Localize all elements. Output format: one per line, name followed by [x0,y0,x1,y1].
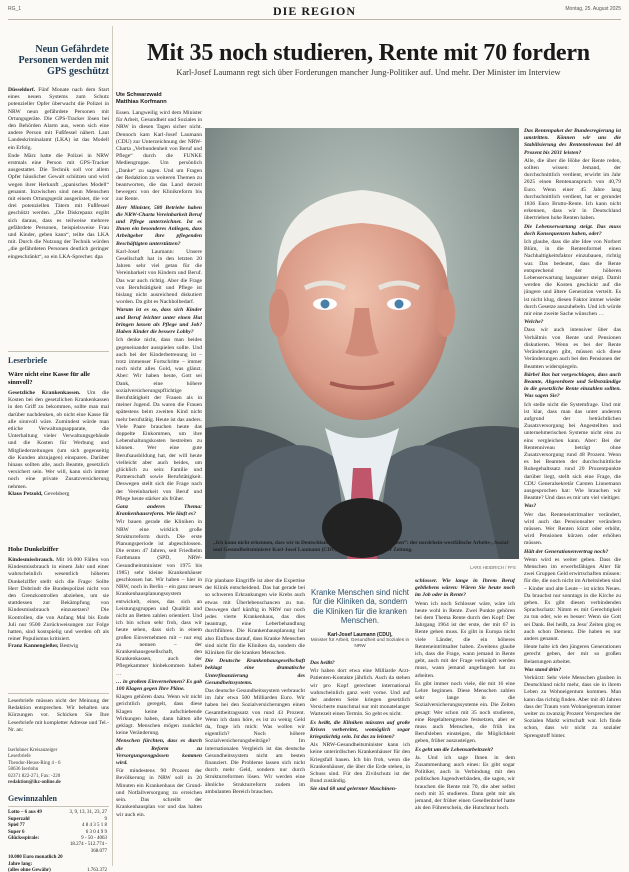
portrait-illustration [205,128,519,559]
interview-question: Die Lebenserwartung steigt. Das muss doch Konsequenzen haben, oder? [524,223,621,237]
article-paragraph: Ende März hatte die Polizei in NRW erstmals eine Person mit GPS-Tracker ausgestattet. Die Technik soll vor allem Opfer häuslicher Gewalt schützen und wird wegen ihrer Herkunft „spanisches Modell“ genannt. Inzwischen sind neun Menschen mit einem Ortungsgerät ausgerüstet, die vor drei potenziellen Tätern mit Fußfessel geschützt werden. „Die Diskrepanz ergibt sich daraus, dass es teilweise mehrere gefährdete Personen, beispielsweise Frau und Kinder, geben kann“, teilte das LKA mit. Durch die Nutzung der Technik würden „die gefährdeten Personen deutlich geringer eingeschränkt“, so ein LKA-Sprecher. dpa [8,152,109,260]
column-separator [112,26,113,866]
lotto-row [8,855,109,868]
section-label-gewinnzahlen: Gewinnzahlen [8,794,57,804]
lotto-label: 10.000 Euro monatlich 20 Jahre lang: [8,855,63,867]
left-headline: Neun Gefährdete Personen werden mit GPS geschützt [18,44,109,77]
interview-question: Was? [524,503,537,510]
author: Ute Schwarzwald [116,92,162,98]
interview-column-2 [205,578,305,866]
pull-quote-text: Kranke Menschen sind nicht für die Kliniken da, sondern die Kliniken für die kranken Menschen. [311,588,409,626]
interview-answer: Alle, die über die Höhe der Rente reden, sollten wissen: Jemand, der durchschnittlich verdient, erwirbt im Jahr 2025 einen Rentenanspruch von 40,79 Euro. Wenn einer 45 Jahre lang durchschnittlich verdient, hat er gerundet 1836 Euro Brutto-Rente. Ich kann nicht erkennen, dass wir in Deutschland übertrieben hohe Renten haben. [524,157,621,222]
interview-answer: Wenn wird es weiter geben. Dass die Menschen im erwerbsfähigen Alter für zwei Gruppen Geld erwirtschaften müssen: für die, die noch nicht im Arbeitsleben sind – Kinder und alte Leute – ist nichts Neues. Da brauchst nur sonntags in die Kirche zu gehen. Es gibt diesen verbindenden Sprachschatz: Nimm es mit Gerechtigkeit zu tun oder, wie es besser: Wenn sie Gott sei Dank. Bei heißt, zu Jesu' Zeiten ging es auch schon Demenz. Die haben es nur anders genannt. [524,556,621,643]
interview-answer: Ich denke nicht, dass man beides gegeneinander ausspielen sollte. Und auch bei der Kinderbetreuung ist – trotz immenser Fortschritte – immer noch nicht alles Gold, was glänzt. Aber: Wir haben heute, Gott sei Dank, eine höhere sozialversicherungspflichtige Berufstätigkeit der Frauen als in meiner Jugend. Da waren die Frauen spätestens beim zweiten Kind nicht mehr berufstätig. Heute ist das anders. Viele Paare brauchen heute das doppelte Einkommen, um ihre Lebenshaltungskosten bestreiten zu können. Wer eine gute Berufsausbildung hat, der will heute vielleicht aber auch beides, um glücklich zu sein: Familie und Partnerschaft sowie Berufstätigkeit. Deswegen stellt sich die Frage nach der Vereinbarkeit von Beruf und Pflege heute stärker als früher. [116,337,202,502]
divider [8,693,109,694]
letter-topic: Kindesmissbrauch. [8,557,54,563]
interview-question: Das Rentenpaket der Bundesregierung ist umstritten. Können wir uns die Stabilisierung des Rentenniveaus bei 48 Prozent bis 2031 leisten? [524,128,621,156]
pull-quote [310,588,410,650]
interview-question: schlosser. Wie lange in Ihrem Beruf gebliebens wären: Wären Sie heute noch im Job oder in Rente? [415,578,515,599]
left-column [8,26,109,872]
interview-answer: Als NRW-Gesundheitsminister kann ich keine unterirdischen Krankenhäuser für den Kriegsfall bauen. Ich bin froh, wenn die Krankenhäuser, die über die Erde stehen, in Schuss sind. Für den Zivilschutz ist der Bund zuständig. [310,742,410,785]
author: Matthias Korfmann [116,99,167,105]
interview-answer: Verkürzt: Sehr viele Menschen glauben in Deutschland nicht mehr, dass sie in ihrem Leben zu Wohneigentum kommen. Man kann das richtig finden. Aber mit 40 Jahren dass der Traum vom Wohneigentum immer weiter zu zwanzig Prozent Versprechen der Sozialen Markt wirtschaft war. Ich finde schon, dass wir nicht zu sozialer Sprengstoff hinter. [524,675,621,739]
lotto-label: Glücksspirale: [8,836,40,842]
letter-body [8,390,109,540]
issue-date: Montag, 25. August 2025 [565,6,621,12]
lotto-value: 1.763.372 [87,868,107,872]
lotto-value: 18.274 - 512.774 - 368.077 [69,842,107,854]
lotto-label: Super 6 [8,829,25,835]
interview-question: Menschen fürchten, dass es durch die Reform zu Versorgungsengpässen kommen wird. [116,738,202,767]
lotto-label: Spiel 77 [8,823,25,829]
section-label-leserbriefe: Leserbriefe [8,356,48,365]
interview-answer: Wer das Renteneintrittsalter verändert, wird auch das Pensionsalter verändern müssen. Wer Renten kürzt oder erhöht, wird Pensionen kürzen oder erhöhen müssen. [524,511,621,547]
interview-question: Ganz anderes Thema: Krankenhausreform. Wie läuft es? [116,503,202,518]
interview-answer: Für planbare Eingriffe ist aber die Expertise der Klinik entscheidend. Das hat gerade bei so schweren Erkrankungen wie Krebs auch etwas mit Überlebenschancen zu tun. Deswegen darf künftig in NRW nur noch jedes vierte Krankenhaus, das dies beantragt, eine Leberbehandlung durchführen. Die Krankenhausplanung hat also Einfluss darauf, dass Kranke Menschen sind nicht für die Kliniken da, sondern die Kliniken für die kranken Menschen. [205,578,305,657]
interview-question: … in großem Einvernehmen? Es gab 100 Klagen gegen Ihre Pläne. [116,678,202,693]
interview-question: Die Deutsche Krankenhausgesellschaft beklagt eine dramatische Unterfinanzierung des Gesundheitssystems. [205,658,305,686]
lotto-label: Lotto – 6 aus 49 [8,810,42,816]
letter-headline: Hohe Dunkelziffer [8,546,59,553]
address-line: Theodor-Heuss-Ring 4 - 6 [8,760,61,766]
divider [8,351,109,352]
lotto-label [8,842,68,855]
interview-answer: Essen. Langweilig wird dem Minister für Arbeit, Gesundheit und Soziales in NRW in diesen Tagen sicher nicht. Dennoch kam Karl-Josef Laumann (CDU) zur Unterzeichnung der NRW-Charta „Verbundenheit von Beruf und Pflege“ durch die FUNKE Mediengruppe. Um persönlich „Danke“ zu sagen. Und um Fragen der Redaktion zu weiteren Themen zu beantworten, die das Land derzeit bewegen: von der Klinikreform bis zur Rente. [116,110,202,203]
lotto-value: 4 8 4 3 5 1 8 [82,823,107,829]
interview-question: Hält der Generationenvertrag noch? [524,548,609,555]
lotto-table [8,810,109,872]
letter-body [8,557,109,687]
left-article [8,87,109,345]
section-title: DIE REGION [272,4,356,18]
letter-author: Klaus Petzold, [8,490,43,497]
page-topbar [8,4,621,20]
interview-question: Es geht um die Lebensarbeitszeit? [415,746,494,753]
photo-caption [213,540,511,554]
pull-quote-author: Karl-Josef Laumann (CDU), [327,631,393,638]
interview-answer: Dass wir auch intensiver über das Verhältnis von Rente und Pensionen diskutieren. Wenn es bei der Rente Veränderungen gibt, müssen sich diese Veränderungen auch bei den Pensionen der Beamten widerspiegeln. [524,327,621,370]
portrait-photo [205,128,519,559]
letter-headline: Wäre nicht eine Kasse für alle sinnvoll? [8,371,90,386]
page-id: RG_1 [8,6,22,12]
interview-column-1 [116,110,202,866]
letters-address [8,748,109,786]
address-line: redaktion@ikz-online.de [8,780,61,786]
interview-answer: Das deutsche Gesundheitssystem verbraucht im Jahr etwa 500 Milliarden Euro. Wir haben bei den Sozialversicherungen einen Gesamtbeitragssatz von rund 43 Prozent. Wenn ich dann höre, es ist zu wenig Geld da, frage ich mich: Was wollen wir eigentlich? Noch höhere Sozialversicherungsbeiträge? Im internationalen Vergleich ist das deutsche Gesundheitssystem nicht am besten finanziert. Die Probleme lassen sich nicht durch mehr Geld, sondern nur durch Strukturreformen lösen. Wir werden eine ähnliche Strukturreform zudem im ambulanten Bereich brauchen. [205,688,305,795]
interview-answer: Es gibt immer noch viele, die mit 16 eine Lehre beginnen. Diese Menschen zahlen sehr lange in die Sozialversicherungssysteme ein. Die Zeiten gesagt: Wer schon mit 35 noch studieren, eine Regelaltersgrenze festsetzen, aber er muss auch Menschen, die früh ins Berufsleben einsteigen, die Möglichkeit geben, früher auszusteigen. [415,680,515,745]
letters-note: Leserbriefe müssen nicht der Meinung der Redaktion entsprechen. Wir behalten uns Kürzungen vor. Schicken Sie Ihre Leserbriefe mit kompletter Adresse und Tel.-Nr. an: [8,698,109,733]
letter-place: Bestwig [58,643,79,650]
address-line: 02371 822-271, Fax: -220 [8,773,61,779]
lotto-value [68,855,109,868]
interview-question: Warum ist es so, dass sich Kinder und Beruf leichter unter einen Hut bringen lassen als Pflege und Job? Haben Kinder die bessere Lobby? [116,307,202,336]
letter-topic: Gesetzliche Krankenkassen. [8,390,81,396]
address-line: Iserlohner Kreisanzeiger [8,748,58,753]
lotto-value: 9 - 50 - 4063 [81,836,107,842]
lotto-label: (alles ohne Gewähr) [8,868,51,872]
lotto-value: 9 [104,816,107,822]
interview-answer: Karl-Josef Laumann: Unsere Gesellschaft hat in den letzten 20 Jahren sehr viel getan für die Vereinbarkeit von Kindern und Beruf. Das war auch richtig. Aber die Frage von Berufstätigkeit und Pflege ist bislang nicht ausreichend diskutiert worden. Da gibt es Nachholbedarf. [116,248,202,306]
interview-question: Was stand drin? [524,666,562,673]
lotto-value: 6 3 0 4 9 9 [85,829,107,835]
photo-credit: LARS HEIDRICH / FFS [470,565,516,570]
lotto-row [8,842,109,855]
interview-answer: Für mindestens 90 Prozent der Bevölkerung in NRW soll in 20 Minuten ein Krankenhaus der Grund- und Notfallversorgung zu erreichen sein. Das schreibt der Krankenhausplan vor und das halten wir auch ein. [116,768,202,818]
letter-place: Gevelsberg [42,490,70,497]
interview-answer: Ich glaube, dass die alte Idee von Norbert Blüm, in die Rentenformel einen Nachhaltigkeitsfaktor einzubauen, richtig war. Das bedeutet, dass die Rente entsprechend der höheren Lebenserwartung langsamer steigt. Damit werden die Kosten geschickt auf die jüngere und ältere Generation verteilt. Es ist nicht klug, diesen Faktor immer wieder durch Gesetze auszuhebeln. Und ich würde mir eine zweite Sache wünschen … [524,239,621,318]
interview-question: Das heißt? [310,660,335,666]
interview-answer: Ich stelle nicht die Systemfrage. Und mir ist klar, dass man das unter anderem aufgrund der beträchtlichen Zusatzversorgung bei Angestellten und unternehmerischen Systeme nicht eins zu eins vergleichen kann. Aber: Bei der Rentenniveau beträgt ohne Zusatzversorgung rund 48 Prozent. Wenn es bei Beamten der durchschnittliche Ruhegehaltssatz rund 20 Prozentpunkte darüber liegt, stellt sich eine Frage, die CDU Generalsekretär Carsten Linnemann ausgesprochen hat: Wie brauchen wir Beamte? Und dass es mir um viel vieltiger. [524,401,621,502]
caption-text: „Ich kann nicht erkennen, dass wir in Deutschland übertrieben hohe Renten haben“: der nordrhein-westfälische Arbeits-, Sozial- und Gesundheitsminister Karl-Josef Laumann (CDU) im Interview mit dieser Zeitung. [213,540,510,553]
lotto-label: Superzahl [8,816,30,822]
authors [116,92,167,106]
address-line: Leserbriefe [8,754,31,760]
dateline: Düsseldorf. [8,87,36,93]
interview-question: Bärbel Bas hat vorgeschlagen, dass auch Beamte, Abgeordnete und Selbstständige in die gesetzliche Rente einzahlen sollten. Was sagen Sie? [524,371,621,400]
interview-answer: Wir bauen gerade die Kliniken in NRW eine wirklich große Strukturreform durch. Die erste Planungsperiode ist abgeschlossen. Die ersten 47 Jahren, seit Friedhelm Farthmann (SPD, NRW-Gesundheitsminister von 1975 bis 1985) sehr kleine Krankenhäuser geschlossen hat. Wir haben – hier in NRW, noch in Berlin – ein ganz neues Krankenhausplanungssystem entwickelt, eines, das sich an Leistungsgruppen und Qualität und nicht an Betten zahlen orientiert. Und ich bin schon sehr froh, dass wir heute sehen, dass sich in einem großen Einvernehmen mit – nur eng zu nennen – der Krankenhausgesellschaft, den Krankenkassen, auch der Pflegekammer hinbekommen haben … [116,519,202,677]
divider [8,806,109,807]
article-paragraph: Düsseldorf. Fünf Monate nach dem Start eines neuen Systems zum Schutz potenzieller Opfer überwacht die Polizei in NRW neun gefährdete Personen mit Ortungsgeräte. Die GPS-Tracker lösen bei den Behörden Alarm aus, wenn sich eine andere Person mit Fußfessel nähert. Laut Landeskriminalamt (LKA) ist das Modell ein Erfolg. [8,87,109,151]
interview-question: Welche? [524,319,544,326]
interview-column-3 [310,660,410,866]
interview-answer: Ja. Und ich sage Ihnen in dem Zusammenhang auch eines: Es gibt sogar Politiker, auch in Verbindung mit den politischen Jugendverbänden, die sagen, wir brauchen die Rente mit 70, die aber selbst noch mit 35 studieren. Dann geht mir als jemand, der früher einen Gesellenbrief hatte als den Führerschein, die Hutschnur hoch. [415,754,515,812]
interview-answer: Wir haben dort etwa eine Milliarde Arzt-Patienten-Kontakte jährlich. Auch da stehen wir pro Kopf gerechnet international wahrscheinlich ganz weit vorne. Und auf der anderen Seite kriegen gesetzlich Versicherte manchmal nur mit monatelanger Wartezeit einen Termin. So geht es nicht. [310,668,410,718]
lotto-row [8,868,109,872]
address-line: 58636 Iserlohn [8,767,39,773]
lotto-value: 3, 9, 13, 31, 23, 27 [69,810,107,816]
interview-answer: Heute halte ich den jüngeren Generationen gerecht geben, der mit so großen Belastungen arbeitet. [524,644,621,665]
interview-question: Herr Minister, 580 Betriebe haben die NRW-Charta Vereinbarkeit Beruf und Pflege unterzeichnet. Ist es Ihnen ein besonderes Anliegen, dass Arbeitgeber ihre pflegenden Beschäftigten unterstützen? [116,204,202,247]
letter-author: Franz Kanneng​ießer, [8,643,59,650]
letter-text: Mit 16.000 Fällen von Kindesmissbrauch in einem Jahr und einer wahrscheinlich wesentlich höheren Dunkelziffer stellt sich die Frage: Sollte Herr Dobrindt die Bundespolizei nicht von den Grenzkontrollen abziehen, um sie stattdessen zur Bekämpfung von Kindesmissbrauch einzusetzen? Die Kontrollen, die von Anfang Mai bis Ende Juli nur 9500 Zurückweisungen zur Folge hatten, sind kostspielig und werden oft als reiner Populismus kritisiert. [8,557,109,643]
interview-column-4 [415,578,515,866]
interview-question: Es heißt, die Kliniken müssten auf große Krisen vorbereitet, womöglich sogar kriegstüchtig sein. Ist das zu leisten? [310,719,410,741]
interview-answer: Klagen gehören dazu. Wenn wir nicht gerichtlich geregelt, dass diese Klagen keine aufschiebende Wirkungen haben, dann hätten alle geklagt. Menschen mögen zunächst keine Veränderung. [116,694,202,737]
interview-answer: Wenn ich noch Schlosser wäre, wäre ich heute wohl in Rente. Zwei Punkte gehören bei dem Thema Rente durch den Kopf: Der Jahrgang 1964 ist der erste, der mit 67 in Rente gehen muss. Es gibt in Europa nicht viele Länder, die ein höheres Renteneintrittsalter haben. Zweitens glaube ich, dass die Frage, wann jemand in Rente geht, auch mit der Frage verknüpft werden muss, wann jemand angefangen hat zu arbeiten. [415,600,515,679]
interview-question: Sie sind 68 und gelernter Maschinen- [310,786,397,793]
main-subline: Karl-Josef Laumann regt sich über Forderungen mancher Jung-Politiker auf. Und mehr. Der Minister im Interview [176,68,561,77]
interview-column-right [524,128,621,866]
main-headline: Mit 35 noch studieren, Rente mit 70 fordern [147,40,590,66]
pull-quote-role: Minister für Arbeit, Gesundheit und Soziales in NRW [310,637,410,649]
letter-text: Um die Kosten bei den gesetzlichen Krankenkassen in den Griff zu bekommen, sollte man mal darüber nachdenken, ob nicht eine Kasse für alle sinnvoll wäre. Zumindest würde man etliche Verwaltungsapparate, die Unterhaltung vieler Verwaltungsgebäude und die Kosten für Werbung und Mitgliederzeitungen (um sich gegenseitig die Kunden abzujagen) einsparen. Darüber hinaus sollten alle, auch Beamte, gesetzlich versichert sein. Wer will, kann sich immer noch eine private Zusatzversicherung nehmen. [8,390,109,490]
